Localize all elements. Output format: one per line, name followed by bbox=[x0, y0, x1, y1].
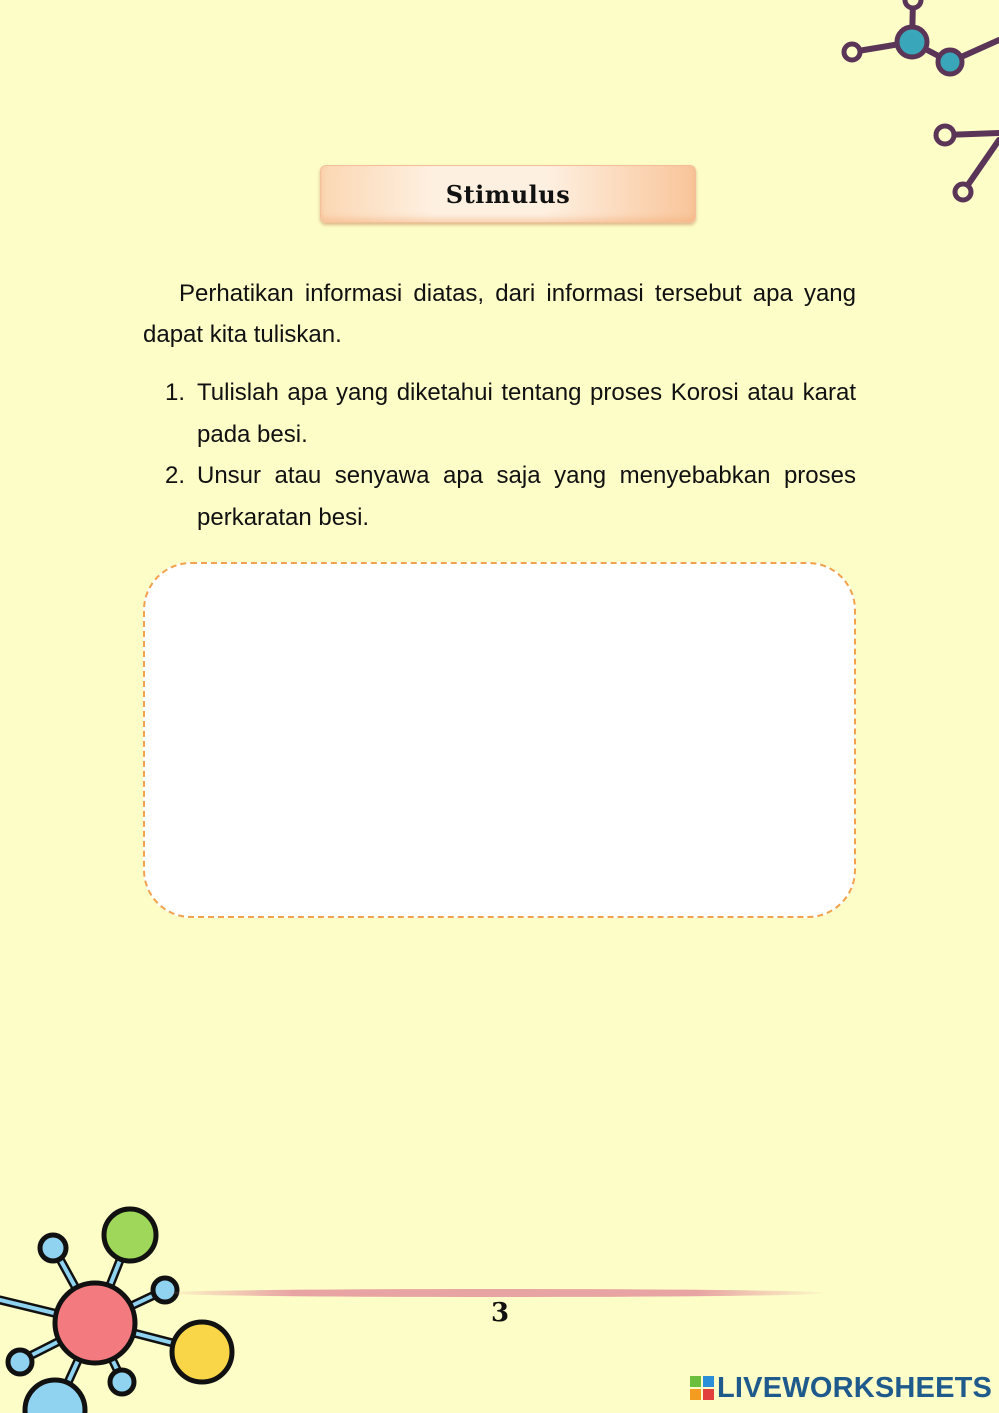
question-text: Tulislah apa yang diketahui tentang proses Korosi atau karat pada besi. bbox=[197, 379, 856, 448]
molecule-bottom-icon bbox=[0, 1205, 245, 1413]
brand-name: LIVEWORKSHEETS bbox=[717, 1371, 993, 1404]
molecule-top-icon bbox=[830, 0, 999, 210]
question-number: 2. bbox=[165, 462, 186, 489]
page-number: 3 bbox=[490, 1298, 510, 1328]
intro-paragraph: Perhatikan informasi diatas, dari informasi tersebut apa yang dapat kita tuliskan. bbox=[143, 280, 856, 348]
question-item bbox=[143, 455, 856, 538]
question-text: Unsur atau senyawa apa saja yang menyebabkan proses perkaratan besi. bbox=[197, 462, 856, 531]
footer-divider bbox=[160, 1289, 830, 1297]
question-item bbox=[143, 372, 856, 455]
answer-input-box[interactable] bbox=[143, 562, 856, 918]
liveworksheets-logo-icon bbox=[690, 1376, 714, 1400]
section-title-bar bbox=[320, 165, 696, 223]
brand-watermark bbox=[690, 1372, 992, 1404]
page-title: Stimulus bbox=[445, 179, 571, 209]
question-number: 1. bbox=[165, 379, 186, 406]
question-list bbox=[143, 372, 856, 538]
